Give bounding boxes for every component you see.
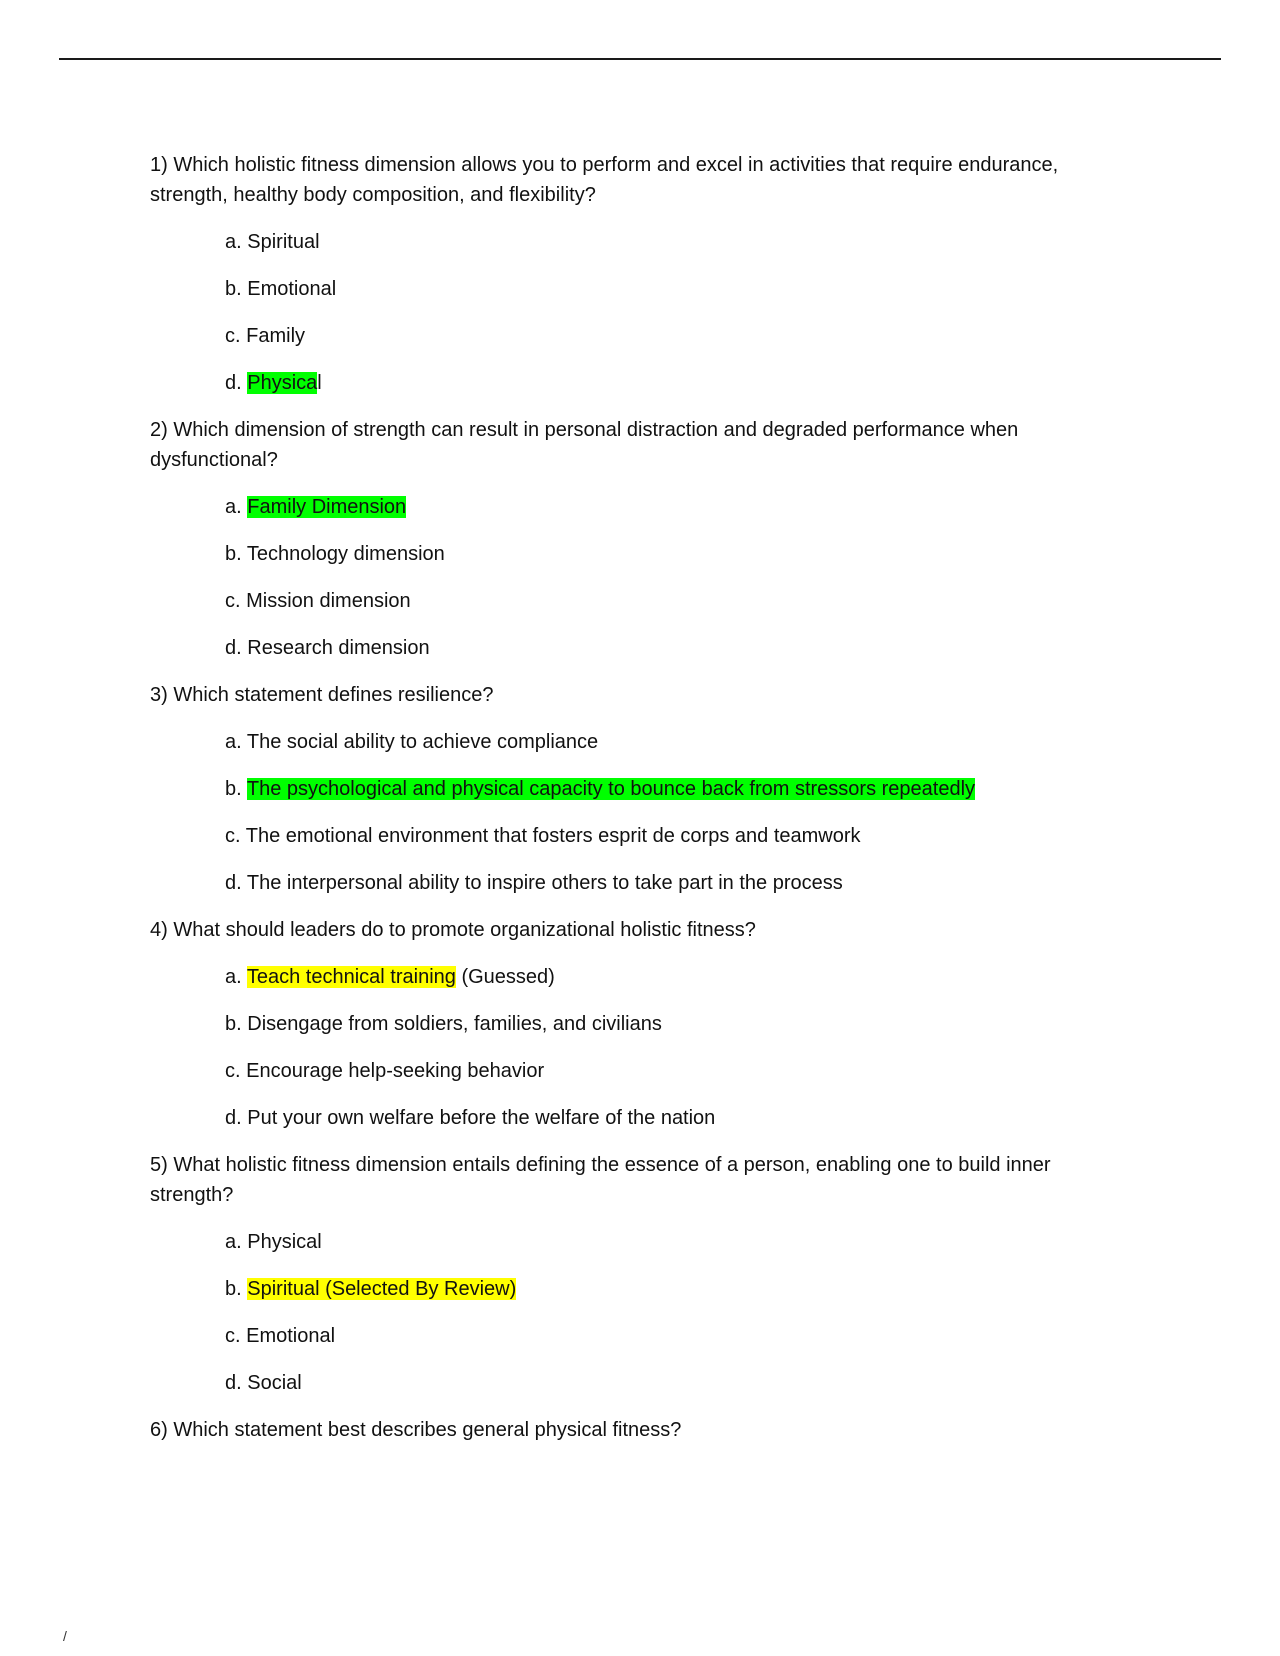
option-2c (225, 586, 1090, 616)
answer-highlight: Family Dimension (247, 496, 407, 518)
option-5c (225, 1321, 1090, 1351)
option-1a (225, 227, 1090, 257)
option-4d (225, 1103, 1090, 1133)
question-4: 4) What should leaders do to promote organizational holistic fitness? (150, 919, 756, 941)
option-prefix: c. (225, 325, 247, 347)
option-prefix: a. (225, 731, 247, 753)
option-prefix: a. (225, 231, 248, 253)
option-text: Social (247, 1372, 302, 1394)
option-prefix: b. (225, 278, 248, 300)
option-2d (225, 633, 1090, 663)
answer-highlight: The psychological and physical capacity to bounce back from stressors repeatedly (246, 778, 976, 800)
option-text: Family (246, 325, 306, 347)
question-1: 1) Which holistic fitness dimension allows you to perform and excel in activities that require endurance, strength, healthy body composition, and flexibility? (150, 154, 1059, 206)
option-text: The emotional environment that fosters esprit de corps and teamwork (245, 825, 861, 847)
option-1d (225, 368, 1090, 398)
option-5b (225, 1274, 1090, 1304)
question-5: 5) What holistic fitness dimension entails defining the essence of a person, enabling one to build inner strength? (150, 1154, 1051, 1206)
option-prefix: d. (225, 637, 248, 659)
option-text: l (317, 372, 322, 394)
option-text: Spiritual (247, 231, 320, 253)
option-2b (225, 539, 1090, 569)
option-3c (225, 821, 1090, 851)
option-prefix: d. (225, 372, 248, 394)
guess-highlight: Spiritual (Selected By Review) (247, 1278, 517, 1300)
option-prefix: b. (225, 778, 247, 800)
option-text: (Guessed) (455, 966, 555, 988)
option-prefix: a. (225, 966, 247, 988)
option-text: Technology dimension (246, 543, 445, 565)
option-prefix: d. (225, 872, 247, 894)
option-prefix: c. (225, 825, 246, 847)
option-prefix: c. (225, 1060, 247, 1082)
option-prefix: b. (225, 543, 247, 565)
option-text: The social ability to achieve compliance (246, 731, 599, 753)
option-text: Encourage help-seeking behavior (246, 1060, 545, 1082)
option-prefix: c. (225, 590, 247, 612)
option-1b (225, 274, 1090, 304)
question-6: 6) Which statement best describes general physical fitness? (150, 1419, 682, 1441)
question-2: 2) Which dimension of strength can result in personal distraction and degraded performance when dysfunctional? (150, 419, 1019, 471)
option-prefix: b. (225, 1278, 248, 1300)
option-text: Emotional (247, 278, 337, 300)
option-3d (225, 868, 1090, 898)
option-2a (225, 492, 1090, 522)
option-text: Mission dimension (246, 590, 411, 612)
option-text: The interpersonal ability to inspire others to take part in the process (246, 872, 843, 894)
option-text: Put your own welfare before the welfare of the nation (247, 1107, 716, 1129)
option-4a (225, 962, 1090, 992)
option-text: Physical (247, 1231, 322, 1253)
option-5a (225, 1227, 1090, 1257)
footer-mark: / (63, 1628, 67, 1644)
option-prefix: d. (225, 1372, 248, 1394)
option-1c (225, 321, 1090, 351)
option-4c (225, 1056, 1090, 1086)
option-prefix: c. (225, 1325, 247, 1347)
question-3: 3) Which statement defines resilience? (150, 684, 494, 706)
option-text: Disengage from soldiers, families, and civilians (247, 1013, 662, 1035)
option-5d (225, 1368, 1090, 1398)
guess-highlight: Teach technical training (246, 966, 456, 988)
option-prefix: b. (225, 1013, 248, 1035)
option-3b (225, 774, 1090, 804)
option-text: Emotional (246, 1325, 336, 1347)
option-prefix: a. (225, 496, 248, 518)
header-rule (59, 58, 1221, 60)
option-text: Research dimension (247, 637, 430, 659)
option-prefix: a. (225, 1231, 248, 1253)
option-3a (225, 727, 1090, 757)
option-prefix: d. (225, 1107, 248, 1129)
quiz-content (150, 150, 1090, 1462)
answer-highlight: Physica (247, 372, 318, 394)
option-4b (225, 1009, 1090, 1039)
